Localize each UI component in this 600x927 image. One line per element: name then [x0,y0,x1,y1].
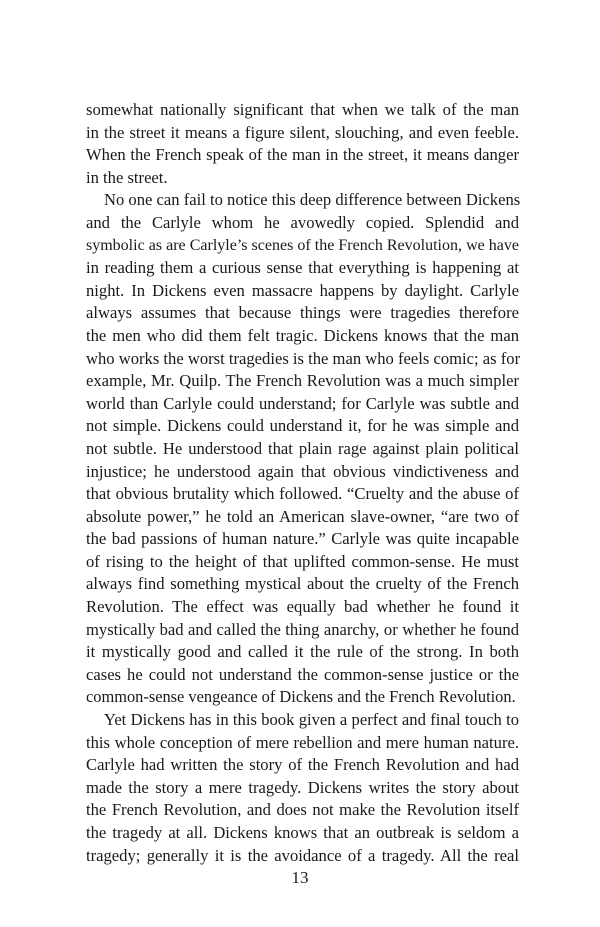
page-number: 13 [291,868,309,887]
text-line: tragedy; generally it is the avoidance of a tragedy. All the real [86,845,519,865]
text-line: Revolution. The effect was equally bad whether he found it [86,597,519,617]
text-line: who works the worst tragedies is the man who feels comic; as for [86,348,521,368]
text-line: symbolic as are Carlyle’s scenes of the French Revolution, we have [86,236,519,254]
text-line: Carlyle had written the story of the French Revolution and had [86,755,519,775]
text-line: world than Carlyle could understand; for Carlyle was subtle and [86,393,519,413]
text-line: in reading them a curious sense that everything is happening at [86,258,519,278]
text-line: the tragedy at all. Dickens knows that an outbreak is seldom a [86,823,519,842]
text-line: mystically bad and called the thing anarchy, or whether he found [86,619,519,639]
text-line: this whole conception of mere rebellion and mere human nature. [86,732,519,752]
text-line: that obvious brutality which followed. “Cruelty and the abuse of [86,484,519,504]
body-text [86,99,519,867]
text-line: the French Revolution, and does not make the Revolution itself [86,800,519,820]
text-line: common-sense vengeance of Dickens and the French Revolution. [86,687,516,707]
text-line: not subtle. He understood that plain rage against plain political [86,438,519,458]
text-line: injustice; he understood again that obvious vindictiveness and [86,461,519,481]
text-line: it mystically good and called it the rule of the strong. In both [86,642,519,662]
text-line: Yet Dickens has in this book given a perfect and final touch to [104,710,519,730]
text-line: and the Carlyle whom he avowedly copied. Splendid and [86,212,519,232]
text-line: always find something mystical about the cruelty of the French [86,574,519,594]
text-line: in the street it means a figure silent, slouching, and even feeble. [86,122,519,142]
text-line: example, Mr. Quilp. The French Revolution was a much simpler [86,371,519,391]
text-line: When the French speak of the man in the street, it means danger [86,145,519,165]
text-line: in the street. [86,167,168,187]
text-line: the men who did them felt tragic. Dickens knows that the man [86,325,519,345]
text-line: cases he could not understand the common-sense justice or the [86,664,519,684]
paragraph [86,709,519,867]
text-line: somewhat nationally significant that when we talk of the man [86,100,519,119]
text-line: not simple. Dickens could understand it, for he was simple and [86,416,519,436]
text-line: absolute power,” he told an American slave-owner, “are two of [86,506,519,526]
paragraph [86,99,519,189]
text-line: night. In Dickens even massacre happens by daylight. Carlyle [86,280,519,300]
paragraph [86,189,519,709]
text-line: of rising to the height of that uplifted common-sense. He must [86,551,519,571]
text-line: always assumes that because things were tragedies therefore [86,303,519,323]
text-line: the bad passions of human nature.” Carlyle was quite incapable [86,529,519,549]
text-line: made the story a mere tragedy. Dickens writes the story about [86,777,519,797]
text-line: No one can fail to notice this deep difference between Dickens [104,190,521,210]
